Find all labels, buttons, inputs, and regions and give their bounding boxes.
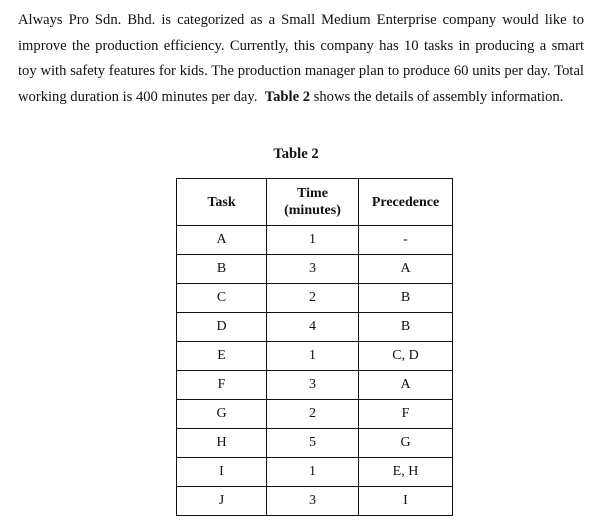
cell-time: 1 xyxy=(267,342,359,371)
table-row xyxy=(177,284,453,313)
header-task: Task xyxy=(177,179,267,226)
cell-task: J xyxy=(177,487,267,516)
header-time-line1: Time xyxy=(297,186,328,201)
table-row xyxy=(177,458,453,487)
cell-time: 3 xyxy=(267,487,359,516)
cell-time: 3 xyxy=(267,371,359,400)
cell-task: D xyxy=(177,313,267,342)
cell-precedence: I xyxy=(359,487,453,516)
header-precedence: Precedence xyxy=(359,179,453,226)
table-caption-text: Table 2 xyxy=(273,146,319,162)
problem-statement xyxy=(18,8,584,110)
cell-precedence: A xyxy=(359,255,453,284)
cell-time: 2 xyxy=(267,284,359,313)
cell-time: 1 xyxy=(267,458,359,487)
table-reference: Table 2 xyxy=(264,88,311,105)
cell-time: 1 xyxy=(267,226,359,255)
table-header-row xyxy=(177,179,453,226)
table-row xyxy=(177,429,453,458)
cell-time: 3 xyxy=(267,255,359,284)
cell-precedence: A xyxy=(359,371,453,400)
cell-precedence: - xyxy=(359,226,453,255)
cell-time: 4 xyxy=(267,313,359,342)
cell-task: E xyxy=(177,342,267,371)
statement-text: Always Pro Sdn. Bhd. is categorized as a Small Medium Enterprise company would like to improve the production efficiency. Currently, this company has 10 tasks in producing a smart toy with safety features for kids. The production manager plan to produce 60 units per day. Total working duration is 400 minutes per day. xyxy=(18,12,584,105)
cell-task: F xyxy=(177,371,267,400)
table-caption xyxy=(0,146,602,163)
table-body xyxy=(177,226,453,516)
assembly-table xyxy=(176,178,453,516)
cell-precedence: B xyxy=(359,284,453,313)
table-row xyxy=(177,487,453,516)
cell-time: 2 xyxy=(267,400,359,429)
cell-time: 5 xyxy=(267,429,359,458)
table-row xyxy=(177,371,453,400)
table-row xyxy=(177,226,453,255)
cell-task: A xyxy=(177,226,267,255)
cell-task: I xyxy=(177,458,267,487)
cell-task: C xyxy=(177,284,267,313)
table-row xyxy=(177,342,453,371)
cell-task: H xyxy=(177,429,267,458)
cell-precedence: F xyxy=(359,400,453,429)
cell-task: B xyxy=(177,255,267,284)
table-row xyxy=(177,400,453,429)
cell-task: G xyxy=(177,400,267,429)
header-time-line2: (minutes) xyxy=(284,203,341,218)
statement-text-end: shows the details of assembly information. xyxy=(313,88,564,105)
cell-precedence: G xyxy=(359,429,453,458)
cell-precedence: B xyxy=(359,313,453,342)
cell-precedence: E, H xyxy=(359,458,453,487)
header-time xyxy=(267,179,359,226)
table-row xyxy=(177,313,453,342)
table-row xyxy=(177,255,453,284)
cell-precedence: C, D xyxy=(359,342,453,371)
